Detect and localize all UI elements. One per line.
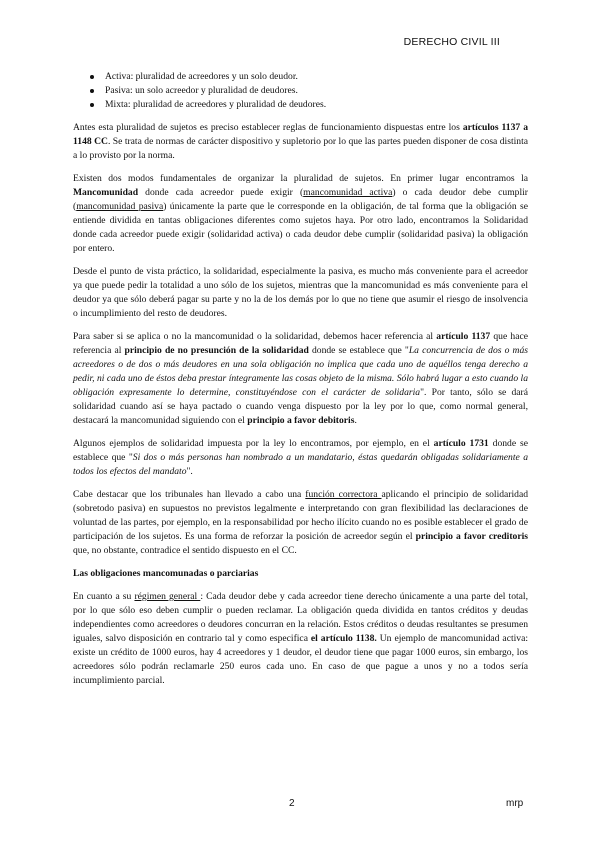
paragraph-practico: Desde el punto de vista práctico, la solidaridad, especialmente la pasiva, es mucho más conveniente para el acreedor ya que puede pedir la totalidad a uno sólo de los sujetos, mientras que la mancomunidad es más conveniente para el deudor ya que sólo deberá pagar su parte y no la de los demás por lo que no tiene que asumir el riesgo de insolvencia o incumplimiento del resto de deudores.: [73, 266, 528, 319]
page-header: DERECHO CIVIL III: [403, 36, 500, 48]
article-reference: artículo 1137: [436, 331, 491, 342]
bullet-item-activa: Activa: pluralidad de acreedores y un solo deudor.: [90, 70, 528, 84]
quote-1137: La concurrencia de dos o más acreedores o de dos o más deudores en una sola obligación no implica que cada uno de aquéllos tenga derecho a pedir, ni cada uno de éstos deba prestar íntegramente las cosas objeto de la misma. Sólo habrá lugar a esto cuando la obligación expresamente lo determine, constituyéndose con el carácter de solidaria: [73, 345, 529, 398]
term-regimen-general: régimen general: [134, 591, 201, 602]
footer-initials: mrp: [506, 798, 524, 809]
paragraph-modos: Existen dos modos fundamentales de organizar la pluralidad de sujetos. En primer lugar encontramos la Mancomunidad donde cada acreedor puede exigir (mancomunidad activa) o cada deudor debe cumplir (mancomunidad pasiva) únicamente la parte que le corresponde en la obligación, de tal forma que la obligación se entiende dividida en tantas obligaciones diferentes como sujetos haya. Por otro lado, encontramos la Solidaridad donde cada acreedor puede exigir (solidaridad activa) o cada deudor debe cumplir (solidaridad pasiva) la obligación por entero.: [73, 173, 528, 254]
paragraph-regimen-general: En cuanto a su régimen general : Cada deudor debe y cada acreedor tiene derecho únicamente a una parte del total, por lo que sólo eso deben cumplir o pueden reclamar. La obligación queda dividida en tantos créditos y deudas independientes como acreedores o deudores concurran en la relación. Estos créditos o deudas resultantes se presumen iguales, salvo disposición en contrario tal y como especifica el artículo 1138. Un ejemplo de mancomunidad activa: existe un crédito de 1000 euros, hay 4 acreedores y 1 deudor, el deudor tiene que pagar 1000 euros, sin embargo, los acreedores sólo podrán reclamarle 250 euros cada uno. En caso de que pague a unos y no a todos sería incumplimiento parcial.: [73, 591, 528, 686]
bullet-list: [73, 70, 528, 112]
article-reference: artículos 1137 a 1148 CC: [73, 122, 528, 147]
page-number: 2: [289, 798, 295, 809]
article-reference: artículo 1731: [433, 438, 489, 449]
quote-1731: Si dos o más personas han nombrado a un mandatario, éstas quedarán obligadas solidariamente a todos los efectos del mandato: [73, 452, 529, 477]
term-mancomunidad: Mancomunidad: [73, 187, 139, 198]
principle-no-presuncion: principio de no presunción de la solidaridad: [124, 345, 309, 356]
principle-favor-creditoris: principio a favor creditoris: [415, 531, 528, 542]
term-mancomunidad-pasiva: mancomunidad pasiva: [76, 201, 164, 212]
term-funcion-correctora: función correctora: [305, 489, 382, 500]
paragraph-normas: Antes esta pluralidad de sujetos es preciso establecer reglas de funcionamiento dispuestas entre los artículos 1137 a 1148 CC. Se trata de normas de carácter dispositivo y supletorio por lo que las partes pueden disponer de cosa distinta a lo provisto por la norma.: [73, 122, 528, 161]
document-body: [73, 70, 528, 697]
paragraph-articulo-1137: Para saber si se aplica o no la mancomunidad o la solidaridad, debemos hacer referencia al artículo 1137 que hace referencia al principio de no presunción de la solidaridad donde se establece que "La concurrencia de dos o más acreedores o de dos o más deudores en una sola obligación no implica que cada uno de aquéllos tenga derecho a pedir, ni cada uno de éstos deba prestar íntegramente las cosas objeto de la misma. Sólo habrá lugar a esto cuando la obligación expresamente lo determine, constituyéndose con el carácter de solidaria". Por tanto, sólo se dará solidaridad cuando así se haya pactado o cuando venga dispuesto por la ley por lo que, como normal general, destacará la mancomunidad siguiendo con el principio a favor debitoris.: [73, 331, 529, 426]
article-reference: el artículo 1138.: [310, 633, 377, 644]
paragraph-articulo-1731: Algunos ejemplos de solidaridad impuesta por la ley lo encontramos, por ejemplo, en el artículo 1731 donde se establece que "Si dos o más personas han nombrado a un mandatario, éstas quedarán obligadas solidariamente a todos los efectos del mandato".: [73, 438, 529, 477]
principle-favor-debitoris: principio a favor debitoris: [247, 415, 355, 426]
bullet-item-pasiva: Pasiva: un solo acreedor y pluralidad de deudores.: [90, 84, 528, 98]
bullet-item-mixta: Mixta: pluralidad de acreedores y pluralidad de deudores.: [90, 98, 528, 112]
term-mancomunidad-activa: mancomunidad activa: [303, 187, 393, 198]
paragraph-tribunales: Cabe destacar que los tribunales han llevado a cabo una función correctora aplicando el principio de solidaridad (sobretodo pasiva) en supuestos no previstos legalmente e interpretando con gran flexibilidad las declaraciones de voluntad de las partes, por ejemplo, en la responsabilidad por hecho ilícito cuando no es posible establecer el grado de participación de los sujetos. Es una forma de reforzar la posición de acreedor según el principio a favor creditoris que, no obstante, contradice el sentido dispuesto en el CC.: [73, 489, 529, 556]
section-heading: Las obligaciones mancomunadas o parciarias: [73, 568, 259, 579]
